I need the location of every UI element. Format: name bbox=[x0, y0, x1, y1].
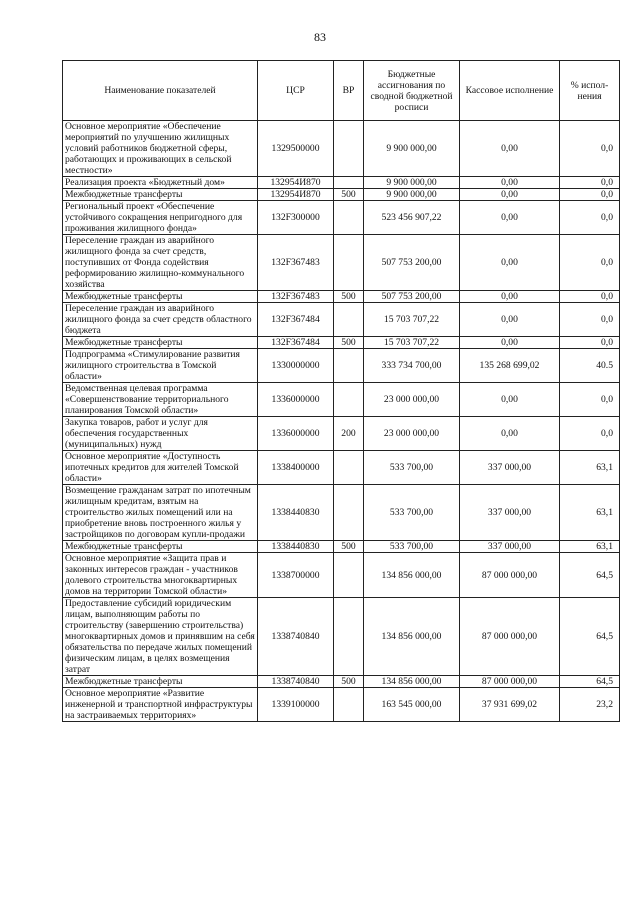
cell-budget: 9 900 000,00 bbox=[364, 189, 460, 201]
cell-budget: 533 700,00 bbox=[364, 451, 460, 485]
cell-cash: 0,00 bbox=[460, 201, 560, 235]
cell-name: Межбюджетные трансферты bbox=[63, 189, 258, 201]
cell-pct: 64,5 bbox=[560, 553, 620, 598]
cell-name: Подпрограмма «Стимулирование развития жилищного строительства в Томской области» bbox=[63, 349, 258, 383]
cell-pct: 63,1 bbox=[560, 451, 620, 485]
cell-vr bbox=[334, 598, 364, 676]
cell-cash: 87 000 000,00 bbox=[460, 598, 560, 676]
cell-csr: 1338740840 bbox=[258, 676, 334, 688]
cell-budget: 23 000 000,00 bbox=[364, 417, 460, 451]
cell-pct: 0,0 bbox=[560, 235, 620, 291]
cell-csr: 132F367484 bbox=[258, 303, 334, 337]
cell-budget: 9 900 000,00 bbox=[364, 121, 460, 177]
table-row bbox=[63, 303, 620, 337]
table-row bbox=[63, 451, 620, 485]
cell-cash: 0,00 bbox=[460, 417, 560, 451]
cell-cash: 87 000 000,00 bbox=[460, 676, 560, 688]
cell-csr: 1329500000 bbox=[258, 121, 334, 177]
cell-cash: 135 268 699,02 bbox=[460, 349, 560, 383]
cell-name: Межбюджетные трансферты bbox=[63, 541, 258, 553]
cell-cash: 0,00 bbox=[460, 337, 560, 349]
header-name: Наименование показателей bbox=[63, 61, 258, 121]
table-row bbox=[63, 177, 620, 189]
cell-name: Основное мероприятие «Развитие инженерной и транспортной инфраструктуры на застраиваемых территориях» bbox=[63, 688, 258, 722]
cell-budget: 533 700,00 bbox=[364, 541, 460, 553]
cell-cash: 87 000 000,00 bbox=[460, 553, 560, 598]
cell-pct: 0,0 bbox=[560, 337, 620, 349]
header-csr: ЦСР bbox=[258, 61, 334, 121]
table-row bbox=[63, 121, 620, 177]
cell-pct: 0,0 bbox=[560, 201, 620, 235]
cell-csr: 1336000000 bbox=[258, 383, 334, 417]
cell-vr: 200 bbox=[334, 417, 364, 451]
cell-vr bbox=[334, 688, 364, 722]
cell-vr bbox=[334, 451, 364, 485]
cell-cash: 0,00 bbox=[460, 121, 560, 177]
table-row bbox=[63, 676, 620, 688]
cell-budget: 134 856 000,00 bbox=[364, 676, 460, 688]
cell-budget: 523 456 907,22 bbox=[364, 201, 460, 235]
cell-budget: 134 856 000,00 bbox=[364, 598, 460, 676]
cell-pct: 64,5 bbox=[560, 598, 620, 676]
cell-name: Переселение граждан из аварийного жилищного фонда за счет средств областного бюджета bbox=[63, 303, 258, 337]
cell-name: Региональный проект «Обеспечение устойчивого сокращения непригодного для проживания жилищного фонда» bbox=[63, 201, 258, 235]
cell-budget: 9 900 000,00 bbox=[364, 177, 460, 189]
budget-table bbox=[62, 60, 620, 722]
cell-vr: 500 bbox=[334, 291, 364, 303]
cell-pct: 63,1 bbox=[560, 541, 620, 553]
cell-csr: 1338440830 bbox=[258, 485, 334, 541]
cell-vr bbox=[334, 553, 364, 598]
cell-cash: 337 000,00 bbox=[460, 485, 560, 541]
table-row bbox=[63, 189, 620, 201]
cell-csr: 1336000000 bbox=[258, 417, 334, 451]
cell-name: Возмещение гражданам затрат по ипотечным жилищным кредитам, взятым на строительство жилых помещений или на приобретение вновь построенного жилья у застройщиков по договорам купли-продажи bbox=[63, 485, 258, 541]
table-row bbox=[63, 349, 620, 383]
cell-vr bbox=[334, 121, 364, 177]
cell-budget: 507 753 200,00 bbox=[364, 235, 460, 291]
cell-csr: 132F367483 bbox=[258, 235, 334, 291]
table-row bbox=[63, 598, 620, 676]
cell-csr: 1338700000 bbox=[258, 553, 334, 598]
cell-vr bbox=[334, 201, 364, 235]
table-row bbox=[63, 201, 620, 235]
cell-name: Предоставление субсидий юридическим лицам, выполняющим работы по строительству (завершению строительства) многоквартирных домов и принявшим на себя обязательства по передаче жилых помещений физическим лицам, в целях возмещения затрат bbox=[63, 598, 258, 676]
cell-csr: 1338440830 bbox=[258, 541, 334, 553]
cell-budget: 15 703 707,22 bbox=[364, 337, 460, 349]
cell-budget: 15 703 707,22 bbox=[364, 303, 460, 337]
table-row bbox=[63, 337, 620, 349]
cell-pct: 0,0 bbox=[560, 121, 620, 177]
cell-csr: 132F367483 bbox=[258, 291, 334, 303]
cell-cash: 0,00 bbox=[460, 303, 560, 337]
cell-budget: 507 753 200,00 bbox=[364, 291, 460, 303]
cell-vr bbox=[334, 349, 364, 383]
table-row bbox=[63, 291, 620, 303]
cell-csr: 132F300000 bbox=[258, 201, 334, 235]
cell-cash: 0,00 bbox=[460, 177, 560, 189]
table-row bbox=[63, 553, 620, 598]
cell-budget: 533 700,00 bbox=[364, 485, 460, 541]
cell-vr bbox=[334, 235, 364, 291]
cell-csr: 1338740840 bbox=[258, 598, 334, 676]
table-row bbox=[63, 235, 620, 291]
cell-budget: 333 734 700,00 bbox=[364, 349, 460, 383]
cell-budget: 23 000 000,00 bbox=[364, 383, 460, 417]
cell-name: Реализация проекта «Бюджетный дом» bbox=[63, 177, 258, 189]
cell-cash: 0,00 bbox=[460, 189, 560, 201]
cell-vr: 500 bbox=[334, 337, 364, 349]
cell-vr: 500 bbox=[334, 189, 364, 201]
cell-csr: 1338400000 bbox=[258, 451, 334, 485]
cell-csr: 1339100000 bbox=[258, 688, 334, 722]
cell-vr bbox=[334, 177, 364, 189]
table-body bbox=[63, 121, 620, 722]
cell-pct: 0,0 bbox=[560, 177, 620, 189]
cell-pct: 0,0 bbox=[560, 189, 620, 201]
cell-cash: 37 931 699,02 bbox=[460, 688, 560, 722]
cell-budget: 134 856 000,00 bbox=[364, 553, 460, 598]
cell-vr bbox=[334, 485, 364, 541]
cell-vr bbox=[334, 303, 364, 337]
cell-name: Закупка товаров, работ и услуг для обеспечения государственных (муниципальных) нужд bbox=[63, 417, 258, 451]
cell-name: Межбюджетные трансферты bbox=[63, 291, 258, 303]
table-header-row bbox=[63, 61, 620, 121]
cell-cash: 0,00 bbox=[460, 383, 560, 417]
table-row bbox=[63, 688, 620, 722]
cell-cash: 0,00 bbox=[460, 235, 560, 291]
cell-budget: 163 545 000,00 bbox=[364, 688, 460, 722]
cell-name: Межбюджетные трансферты bbox=[63, 337, 258, 349]
cell-pct: 0,0 bbox=[560, 383, 620, 417]
cell-name: Переселение граждан из аварийного жилищного фонда за счет средств, поступивших от Фонда содействия реформированию жилищно-коммунального хозяйства bbox=[63, 235, 258, 291]
cell-name: Основное мероприятие «Доступность ипотечных кредитов для жителей Томской области» bbox=[63, 451, 258, 485]
cell-name: Межбюджетные трансферты bbox=[63, 676, 258, 688]
cell-pct: 40.5 bbox=[560, 349, 620, 383]
table-row bbox=[63, 541, 620, 553]
cell-pct: 23,2 bbox=[560, 688, 620, 722]
table-row bbox=[63, 485, 620, 541]
cell-pct: 0,0 bbox=[560, 291, 620, 303]
cell-vr: 500 bbox=[334, 541, 364, 553]
cell-name: Основное мероприятие «Обеспечение мероприятий по улучшению жилищных условий работников бюджетной сферы, работающих и проживающих в сельской местности» bbox=[63, 121, 258, 177]
cell-vr: 500 bbox=[334, 676, 364, 688]
cell-pct: 63,1 bbox=[560, 485, 620, 541]
table-row bbox=[63, 383, 620, 417]
cell-cash: 0,00 bbox=[460, 291, 560, 303]
cell-cash: 337 000,00 bbox=[460, 541, 560, 553]
header-pct: % испол-нения bbox=[560, 61, 620, 121]
cell-pct: 64,5 bbox=[560, 676, 620, 688]
header-vr: ВР bbox=[334, 61, 364, 121]
cell-csr: 1330000000 bbox=[258, 349, 334, 383]
cell-vr bbox=[334, 383, 364, 417]
cell-pct: 0,0 bbox=[560, 303, 620, 337]
cell-pct: 0,0 bbox=[560, 417, 620, 451]
header-budget: Бюджетные ассигнования по сводной бюджетной росписи bbox=[364, 61, 460, 121]
table-row bbox=[63, 417, 620, 451]
cell-csr: 132F367484 bbox=[258, 337, 334, 349]
cell-name: Ведомственная целевая программа «Совершенствование территориального планирования Томской области» bbox=[63, 383, 258, 417]
cell-csr: 132954И870 bbox=[258, 177, 334, 189]
header-cash: Кассовое исполнение bbox=[460, 61, 560, 121]
cell-name: Основное мероприятие «Защита прав и законных интересов граждан - участников долевого строительства многоквартирных домов на территории Томской области» bbox=[63, 553, 258, 598]
cell-csr: 132954И870 bbox=[258, 189, 334, 201]
cell-cash: 337 000,00 bbox=[460, 451, 560, 485]
page-number: 83 bbox=[314, 30, 326, 44]
